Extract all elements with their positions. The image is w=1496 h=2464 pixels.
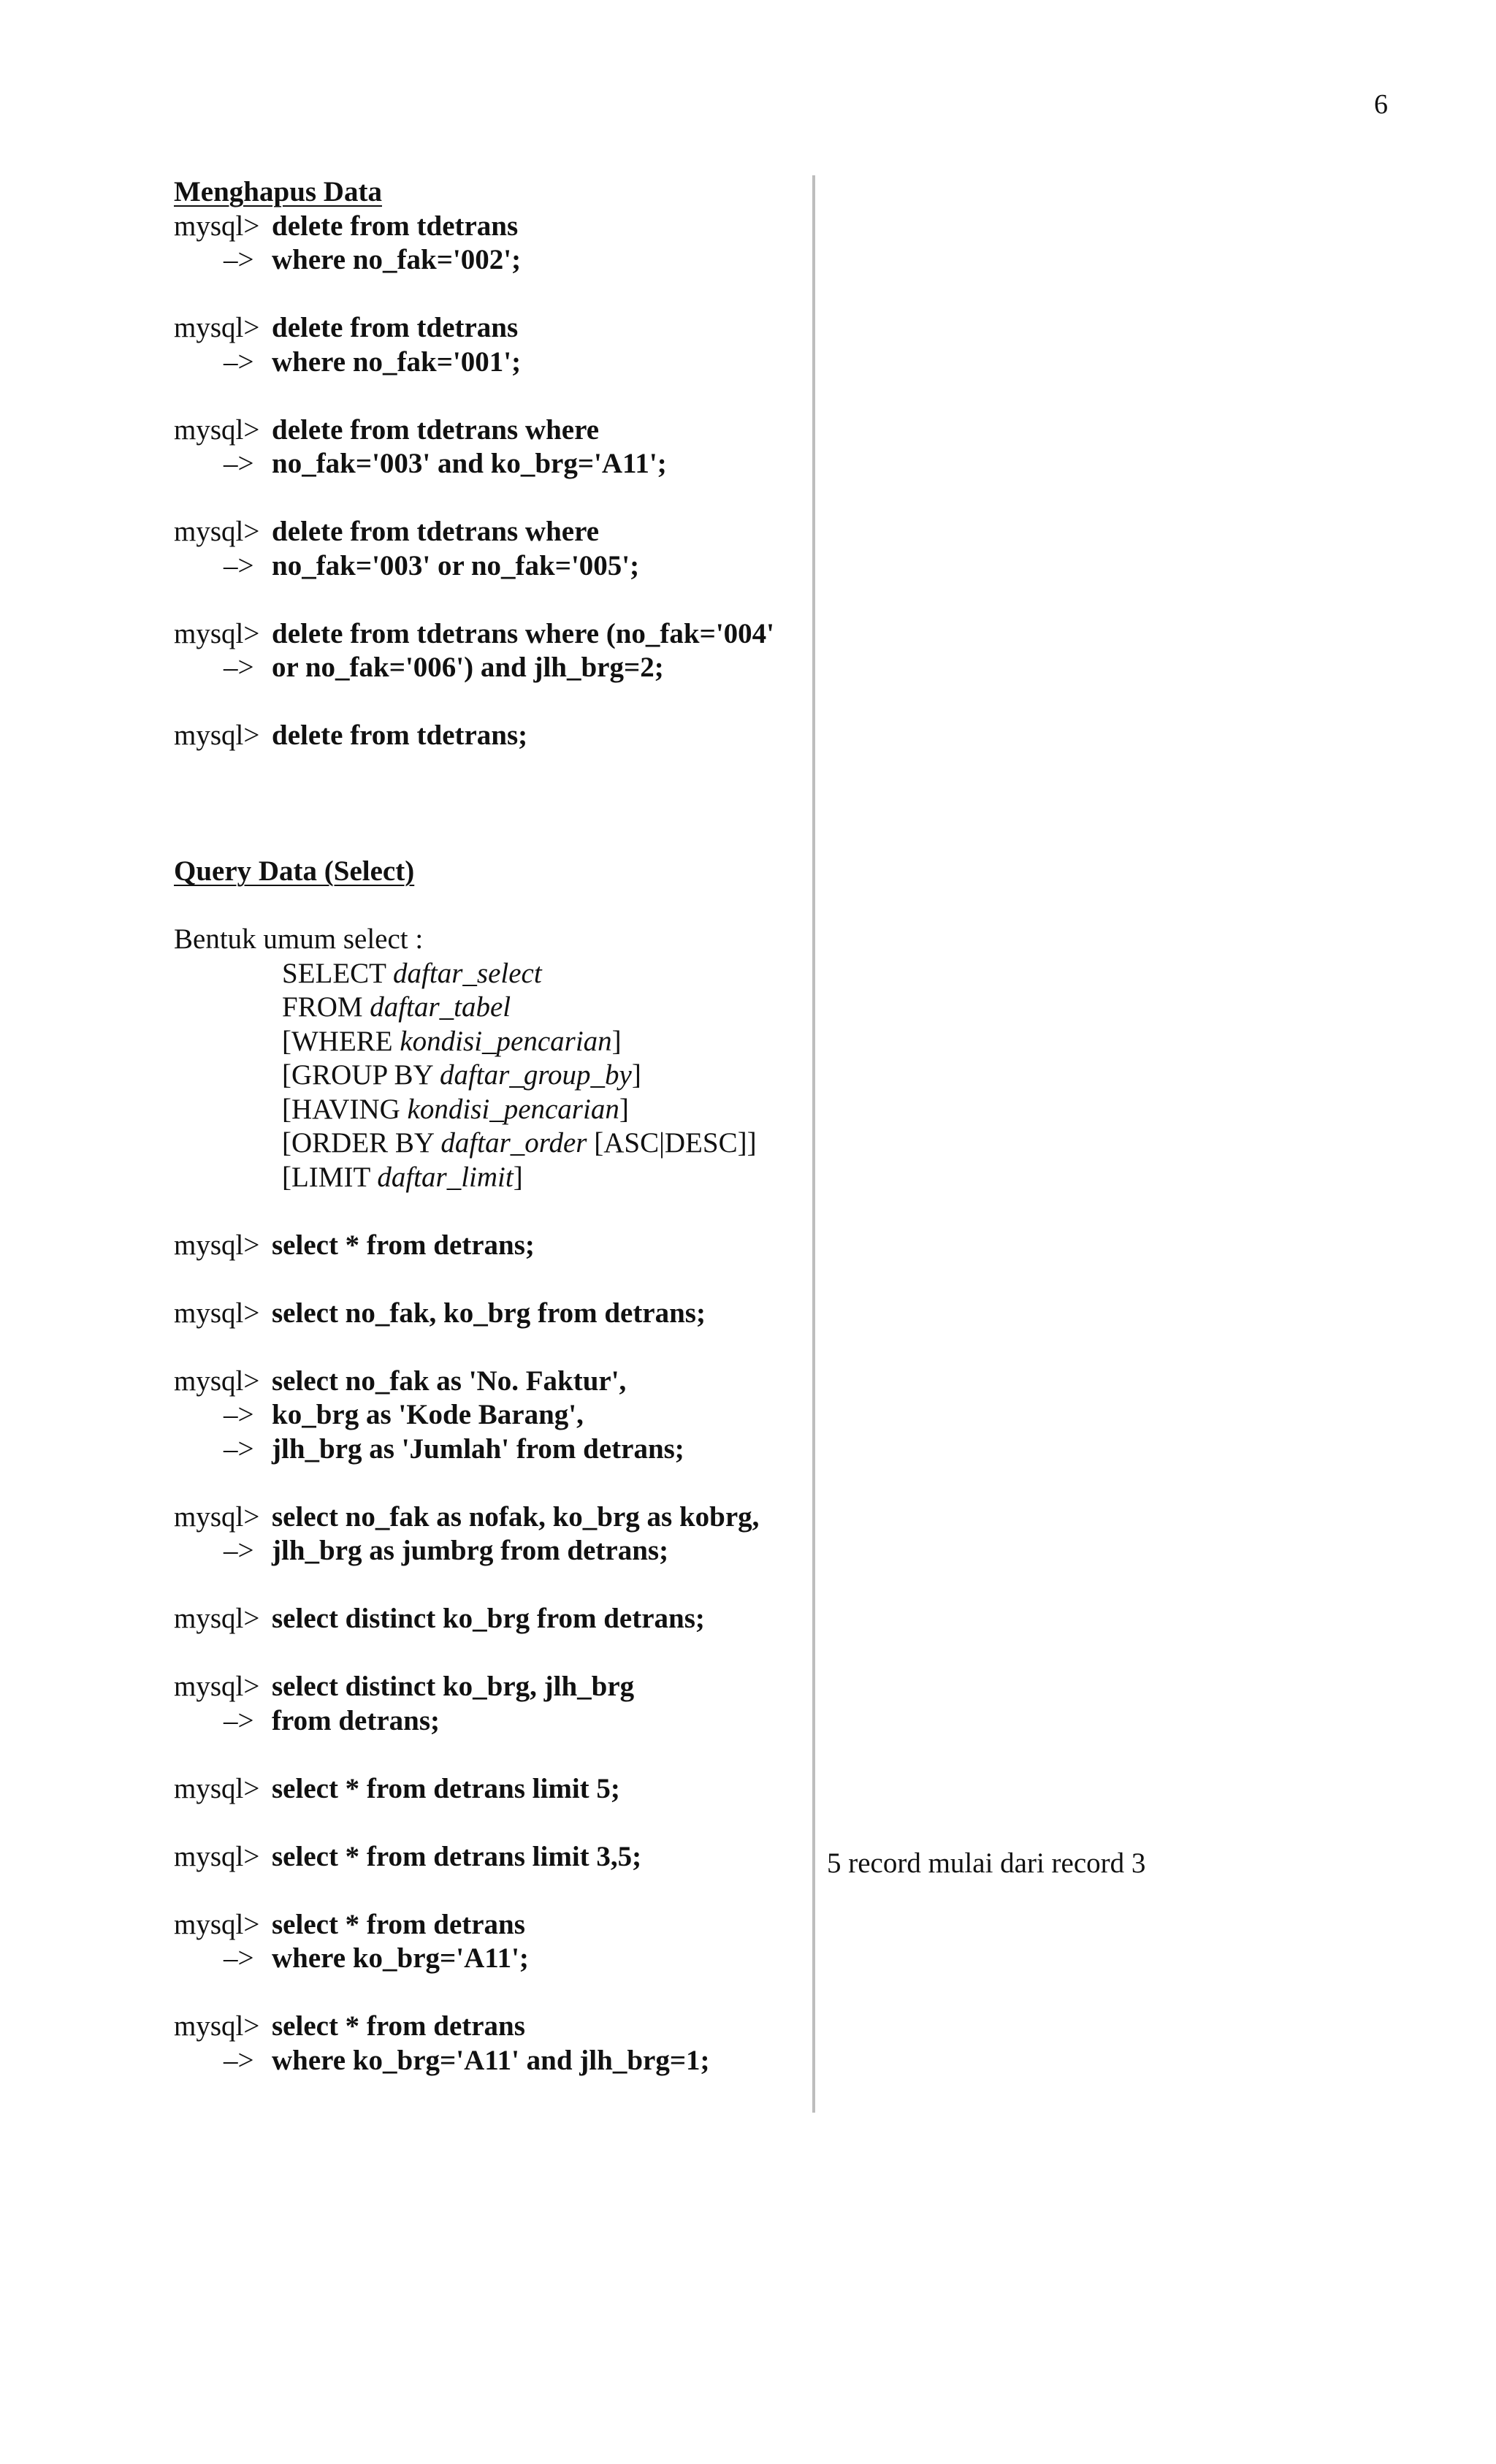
syntax-clause (174, 1093, 802, 1127)
mysql-prompt: mysql> (174, 1297, 260, 1329)
sql-command (174, 1602, 802, 1636)
syntax-placeholder: daftar_limit (377, 1161, 514, 1193)
spacer (174, 889, 802, 923)
sql-statement: or no_fak='006') and jlh_brg=2; (272, 652, 664, 683)
command-line (174, 515, 802, 549)
syntax-clause (174, 1059, 802, 1093)
continuation-arrow: –> (224, 652, 254, 683)
syntax-keyword: [WHERE (282, 1025, 400, 1057)
command-line (174, 413, 802, 448)
sql-command (174, 1840, 802, 1874)
sql-statement: delete from tdetrans (272, 210, 519, 242)
spacer (174, 583, 802, 617)
mysql-prompt: mysql> (174, 1603, 260, 1634)
spacer (174, 278, 802, 312)
continuation-arrow: –> (224, 1399, 254, 1430)
continuation-arrow: –> (224, 244, 254, 275)
syntax-clause (174, 957, 802, 991)
continuation-arrow: –> (224, 346, 254, 378)
sql-command (174, 617, 802, 685)
command-line (174, 1500, 802, 1535)
syntax-placeholder: kondisi_pencarian (407, 1093, 619, 1125)
continuation-arrow: –> (224, 448, 254, 479)
syntax-keyword: [GROUP BY (282, 1059, 440, 1091)
command-line (174, 617, 802, 652)
sql-statement: select * from detrans limit 5; (272, 1772, 620, 1804)
sql-statement: delete from tdetrans where (no_fak='004' (272, 617, 775, 649)
command-line (174, 243, 802, 278)
sql-statement: jlh_brg as jumbrg from detrans; (272, 1535, 669, 1566)
syntax-clause (174, 991, 802, 1025)
syntax-placeholder: daftar_group_by (439, 1059, 632, 1091)
spacer (174, 1636, 802, 1671)
continuation-arrow: –> (224, 1535, 254, 1566)
command-line (174, 1229, 802, 1263)
syntax-suffix: ] (513, 1161, 523, 1193)
command-line (174, 719, 802, 753)
syntax-clause (174, 1025, 802, 1059)
spacer (174, 481, 802, 516)
spacer (174, 1466, 802, 1500)
sql-statement: delete from tdetrans; (272, 720, 528, 751)
syntax-placeholder: daftar_order (440, 1127, 587, 1159)
sql-command (174, 413, 802, 481)
sql-statement: select * from detrans (272, 2010, 525, 2042)
sql-command (174, 1908, 802, 1976)
sql-statement: select * from detrans (272, 1908, 525, 1940)
sql-statement: ko_brg as 'Kode Barang', (272, 1399, 584, 1430)
mysql-prompt: mysql> (174, 210, 260, 242)
continuation-arrow: –> (224, 549, 254, 581)
command-line (174, 1908, 802, 1942)
mysql-prompt: mysql> (174, 1671, 260, 1702)
syntax-keyword: SELECT (282, 957, 394, 989)
mysql-prompt: mysql> (174, 617, 260, 649)
command-line (174, 210, 802, 244)
mysql-prompt: mysql> (174, 516, 260, 547)
command-line (174, 2044, 802, 2078)
sql-command (174, 210, 802, 278)
select-syntax-block (174, 957, 802, 1195)
section-spacer (174, 753, 802, 855)
syntax-placeholder: kondisi_pencarian (400, 1025, 612, 1057)
syntax-placeholder: daftar_select (393, 957, 542, 989)
command-line (174, 1534, 802, 1568)
mysql-prompt: mysql> (174, 1840, 260, 1872)
syntax-suffix: ] (631, 1059, 641, 1091)
sql-statement: where ko_brg='A11'; (272, 1942, 529, 1974)
command-line (174, 1297, 802, 1331)
sql-statement: no_fak='003' and ko_brg='A11'; (272, 448, 667, 479)
command-line (174, 2010, 802, 2044)
continuation-arrow: –> (224, 2044, 254, 2076)
command-line (174, 549, 802, 584)
syntax-keyword: [LIMIT (282, 1161, 378, 1193)
delete-section-heading: Menghapus Data (174, 176, 382, 207)
mysql-prompt: mysql> (174, 1772, 260, 1804)
spacer (174, 1568, 802, 1603)
spacer (174, 1806, 802, 1840)
sql-command (174, 1365, 802, 1467)
command-line (174, 1670, 802, 1704)
syntax-suffix: [ASC|DESC]] (587, 1127, 757, 1159)
sql-command (174, 1297, 802, 1331)
spacer (174, 685, 802, 720)
sql-command (174, 515, 802, 583)
spacer (174, 1262, 802, 1297)
sql-statement: delete from tdetrans (272, 312, 519, 343)
sql-statement: select distinct ko_brg, jlh_brg (272, 1671, 635, 1702)
sql-command (174, 1670, 802, 1738)
limit-note: 5 record mulai dari record 3 (827, 1847, 1146, 1879)
command-line (174, 1398, 802, 1433)
select-command-list (174, 1194, 802, 2078)
sql-command (174, 1500, 802, 1568)
sql-statement: delete from tdetrans where (272, 413, 600, 446)
sql-statement: where no_fak='002'; (272, 244, 522, 275)
mysql-prompt: mysql> (174, 2010, 260, 2042)
sql-statement: where ko_brg='A11' and jlh_brg=1; (272, 2044, 710, 2076)
syntax-suffix: ] (619, 1093, 629, 1125)
sql-statement: select distinct ko_brg from detrans; (272, 1603, 705, 1634)
sql-statement: delete from tdetrans where (272, 516, 600, 547)
spacer (174, 1330, 802, 1365)
sql-command (174, 311, 802, 379)
spacer (174, 1976, 802, 2010)
syntax-suffix: ] (611, 1025, 622, 1057)
spacer (174, 379, 802, 413)
mysql-prompt: mysql> (174, 413, 260, 446)
sql-command (174, 1772, 802, 1807)
command-line (174, 1772, 802, 1807)
column-divider (812, 175, 815, 2113)
command-line (174, 346, 802, 380)
command-line (174, 1942, 802, 1976)
sql-command (174, 2010, 802, 2078)
continuation-arrow: –> (224, 1942, 254, 1974)
syntax-placeholder: daftar_tabel (370, 991, 511, 1023)
mysql-prompt: mysql> (174, 1365, 260, 1397)
sql-command (174, 1229, 802, 1263)
command-line (174, 1433, 802, 1467)
command-line (174, 1365, 802, 1399)
sql-statement: select no_fak as 'No. Faktur', (272, 1365, 627, 1397)
sql-command (174, 719, 802, 753)
mysql-prompt: mysql> (174, 1908, 260, 1940)
select-section-heading: Query Data (Select) (174, 855, 415, 887)
command-line (174, 1602, 802, 1636)
mysql-prompt: mysql> (174, 312, 260, 343)
continuation-arrow: –> (224, 1704, 254, 1736)
sql-statement: jlh_brg as 'Jumlah' from detrans; (272, 1433, 684, 1465)
mysql-prompt: mysql> (174, 1500, 260, 1533)
sql-statement: no_fak='003' or no_fak='005'; (272, 549, 640, 581)
spacer (174, 1874, 802, 1908)
command-line (174, 1704, 802, 1739)
syntax-keyword: [ORDER BY (282, 1127, 441, 1159)
delete-command-list (174, 210, 802, 753)
command-line (174, 1840, 802, 1874)
sql-statement: select no_fak, ko_brg from detrans; (272, 1297, 706, 1329)
syntax-clause (174, 1161, 802, 1195)
sql-statement: from detrans; (272, 1704, 440, 1736)
mysql-prompt: mysql> (174, 720, 260, 751)
syntax-keyword: [HAVING (282, 1093, 408, 1125)
mysql-prompt: mysql> (174, 1229, 260, 1261)
command-line (174, 311, 802, 346)
sql-statement: select * from detrans; (272, 1229, 535, 1261)
sql-statement: select * from detrans limit 3,5; (272, 1840, 642, 1872)
syntax-clause (174, 1126, 802, 1161)
syntax-keyword: FROM (282, 991, 370, 1023)
continuation-arrow: –> (224, 1433, 254, 1465)
spacer (174, 1738, 802, 1772)
command-line (174, 651, 802, 685)
command-line (174, 447, 802, 481)
left-column (174, 175, 802, 2078)
page-number: 6 (1374, 89, 1388, 120)
spacer (174, 1194, 802, 1229)
sql-statement: where no_fak='001'; (272, 346, 522, 378)
select-syntax-intro: Bentuk umum select : (174, 923, 424, 955)
sql-statement: select no_fak as nofak, ko_brg as kobrg, (272, 1500, 760, 1533)
